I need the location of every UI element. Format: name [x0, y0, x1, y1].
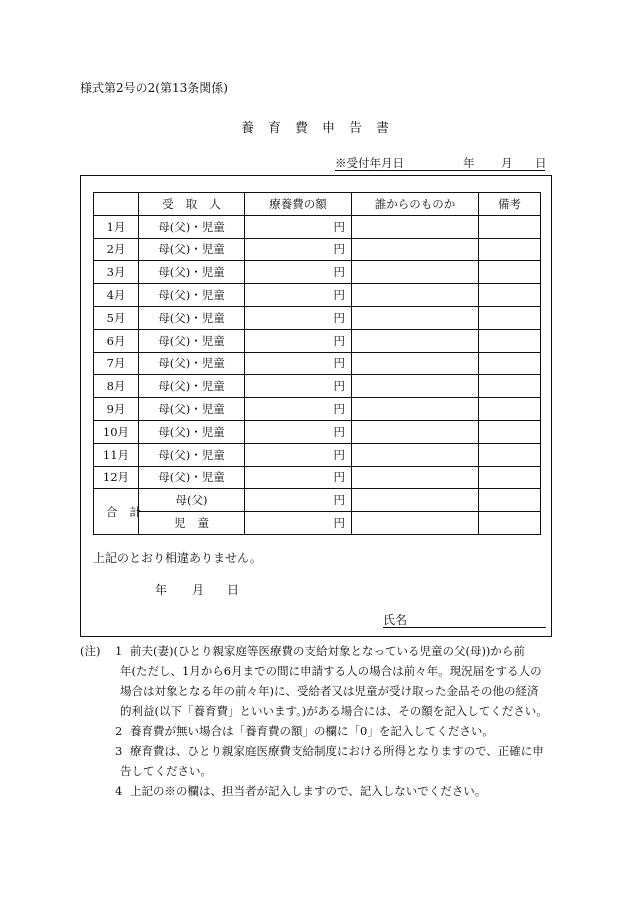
note-item — [80, 721, 550, 741]
month-cell: 7月 — [94, 352, 139, 375]
source-cell[interactable] — [352, 238, 479, 261]
total-row-parent — [94, 489, 541, 512]
month-cell: 2月 — [94, 238, 139, 261]
amount-cell[interactable]: 円 — [245, 306, 352, 329]
remarks-cell[interactable] — [479, 215, 541, 238]
note-number: 2 — [115, 724, 123, 738]
form-number: 様式第2号の2(第13条関係) — [80, 81, 228, 95]
note-line: 上記の※の欄は、担当者が記入しますので、記入しないでください。 — [130, 784, 487, 798]
note-line: 養育費が無い場合は「養育費の額」の欄に「0」を記入してください。 — [130, 724, 494, 738]
header-source: 誰からのものか — [352, 193, 479, 216]
month-cell: 8月 — [94, 375, 139, 398]
note-line: 前夫(妻)(ひとり親家庭等医療費の支給対象となっている児童の父(母))から前 — [130, 644, 525, 658]
recipient-cell: 母(父)・児童 — [139, 375, 245, 398]
total-child-label: 児童 — [139, 512, 245, 535]
recipient-cell: 母(父)・児童 — [139, 466, 245, 489]
remarks-cell[interactable] — [479, 238, 541, 261]
remarks-cell[interactable] — [479, 466, 541, 489]
month-cell: 10月 — [94, 420, 139, 443]
remarks-cell[interactable] — [479, 420, 541, 443]
declaration-statement: 上記のとおり相違ありません。 — [93, 551, 262, 565]
table-row — [94, 261, 541, 284]
source-cell[interactable] — [352, 329, 479, 352]
document-title: 養育費申告書 — [240, 121, 403, 136]
header-amount: 療養費の額 — [245, 193, 352, 216]
remarks-cell[interactable] — [479, 443, 541, 466]
remarks-cell[interactable] — [479, 329, 541, 352]
receipt-month-label: 月 — [501, 156, 513, 170]
month-cell: 12月 — [94, 466, 139, 489]
table-row — [94, 375, 541, 398]
month-cell: 9月 — [94, 398, 139, 421]
remarks-cell[interactable] — [479, 375, 541, 398]
recipient-cell: 母(父)・児童 — [139, 215, 245, 238]
total-parent-source[interactable] — [352, 489, 479, 512]
recipient-cell: 母(父)・児童 — [139, 420, 245, 443]
source-cell[interactable] — [352, 398, 479, 421]
signed-month-label: 月 — [192, 583, 205, 597]
source-cell[interactable] — [352, 284, 479, 307]
amount-cell[interactable]: 円 — [245, 375, 352, 398]
month-cell: 1月 — [94, 215, 139, 238]
notes-section — [80, 641, 550, 801]
source-cell[interactable] — [352, 466, 479, 489]
recipient-cell: 母(父)・児童 — [139, 352, 245, 375]
table-row — [94, 443, 541, 466]
source-cell[interactable] — [352, 443, 479, 466]
month-cell: 6月 — [94, 329, 139, 352]
month-cell: 5月 — [94, 306, 139, 329]
note-line: 療育費は、ひとり親家庭医療費支給制度における所得となりますので、正確に申 — [130, 744, 544, 758]
table-row — [94, 284, 541, 307]
amount-cell[interactable]: 円 — [245, 443, 352, 466]
note-line: 的利益(以下「養育費」といいます。)がある場合には、その額を記入してください。 — [120, 704, 548, 718]
note-number: 3 — [115, 744, 123, 758]
table-header-row — [94, 193, 541, 216]
source-cell[interactable] — [352, 306, 479, 329]
notes-mark: (注) — [80, 644, 101, 658]
total-row-child — [94, 512, 541, 535]
source-cell[interactable] — [352, 375, 479, 398]
table-row — [94, 398, 541, 421]
note-number: 4 — [115, 784, 123, 798]
source-cell[interactable] — [352, 261, 479, 284]
note-item — [80, 641, 550, 721]
total-child-remarks[interactable] — [479, 512, 541, 535]
total-child-source[interactable] — [352, 512, 479, 535]
remarks-cell[interactable] — [479, 284, 541, 307]
recipient-cell: 母(父)・児童 — [139, 398, 245, 421]
table-row — [94, 215, 541, 238]
name-field[interactable] — [383, 611, 546, 628]
amount-cell[interactable]: 円 — [245, 261, 352, 284]
table-row — [94, 420, 541, 443]
amount-cell[interactable]: 円 — [245, 466, 352, 489]
table-row — [94, 352, 541, 375]
name-label: 氏名 — [383, 613, 408, 627]
note-item — [80, 741, 550, 781]
source-cell[interactable] — [352, 215, 479, 238]
amount-cell[interactable]: 円 — [245, 420, 352, 443]
total-parent-remarks[interactable] — [479, 489, 541, 512]
source-cell[interactable] — [352, 352, 479, 375]
signed-day-label: 日 — [227, 583, 240, 597]
note-item — [80, 781, 550, 801]
remarks-cell[interactable] — [479, 261, 541, 284]
recipient-cell: 母(父)・児童 — [139, 443, 245, 466]
signed-year-label: 年 — [155, 583, 168, 597]
source-cell[interactable] — [352, 420, 479, 443]
remarks-cell[interactable] — [479, 306, 541, 329]
support-payment-table — [93, 192, 541, 535]
receipt-date-label: ※受付年月日 — [335, 156, 404, 170]
total-parent-label: 母(父) — [139, 489, 245, 512]
recipient-cell: 母(父)・児童 — [139, 238, 245, 261]
remarks-cell[interactable] — [479, 398, 541, 421]
month-cell: 11月 — [94, 443, 139, 466]
total-parent-amount[interactable]: 円 — [245, 489, 352, 512]
recipient-cell: 母(父)・児童 — [139, 261, 245, 284]
note-line: 年(ただし、1月から6月までの間に申請する人の場合は前々年。現況届をする人の — [120, 664, 542, 678]
month-cell: 4月 — [94, 284, 139, 307]
receipt-date-field — [335, 154, 545, 171]
table-row — [94, 306, 541, 329]
amount-cell[interactable]: 円 — [245, 398, 352, 421]
amount-cell[interactable]: 円 — [245, 284, 352, 307]
note-line: 告してください。 — [120, 764, 212, 778]
recipient-cell: 母(父)・児童 — [139, 284, 245, 307]
header-recipient: 受取人 — [139, 193, 245, 216]
note-line: 場合は対象となる年の前々年)に、受給者又は児童が受け取った金品その他の経済 — [120, 684, 539, 698]
table-row — [94, 466, 541, 489]
table-row — [94, 238, 541, 261]
amount-cell[interactable]: 円 — [245, 329, 352, 352]
receipt-day-label: 日 — [535, 156, 547, 170]
amount-cell[interactable]: 円 — [245, 215, 352, 238]
recipient-cell: 母(父)・児童 — [139, 306, 245, 329]
table-row — [94, 329, 541, 352]
header-blank — [94, 193, 139, 216]
amount-cell[interactable]: 円 — [245, 238, 352, 261]
receipt-year-label: 年 — [463, 156, 475, 170]
total-child-amount[interactable]: 円 — [245, 512, 352, 535]
amount-cell[interactable]: 円 — [245, 352, 352, 375]
note-number: 1 — [115, 644, 123, 658]
remarks-cell[interactable] — [479, 352, 541, 375]
month-cell: 3月 — [94, 261, 139, 284]
recipient-cell: 母(父)・児童 — [139, 329, 245, 352]
total-label: 合計 — [94, 489, 139, 535]
header-remarks: 備考 — [479, 193, 541, 216]
